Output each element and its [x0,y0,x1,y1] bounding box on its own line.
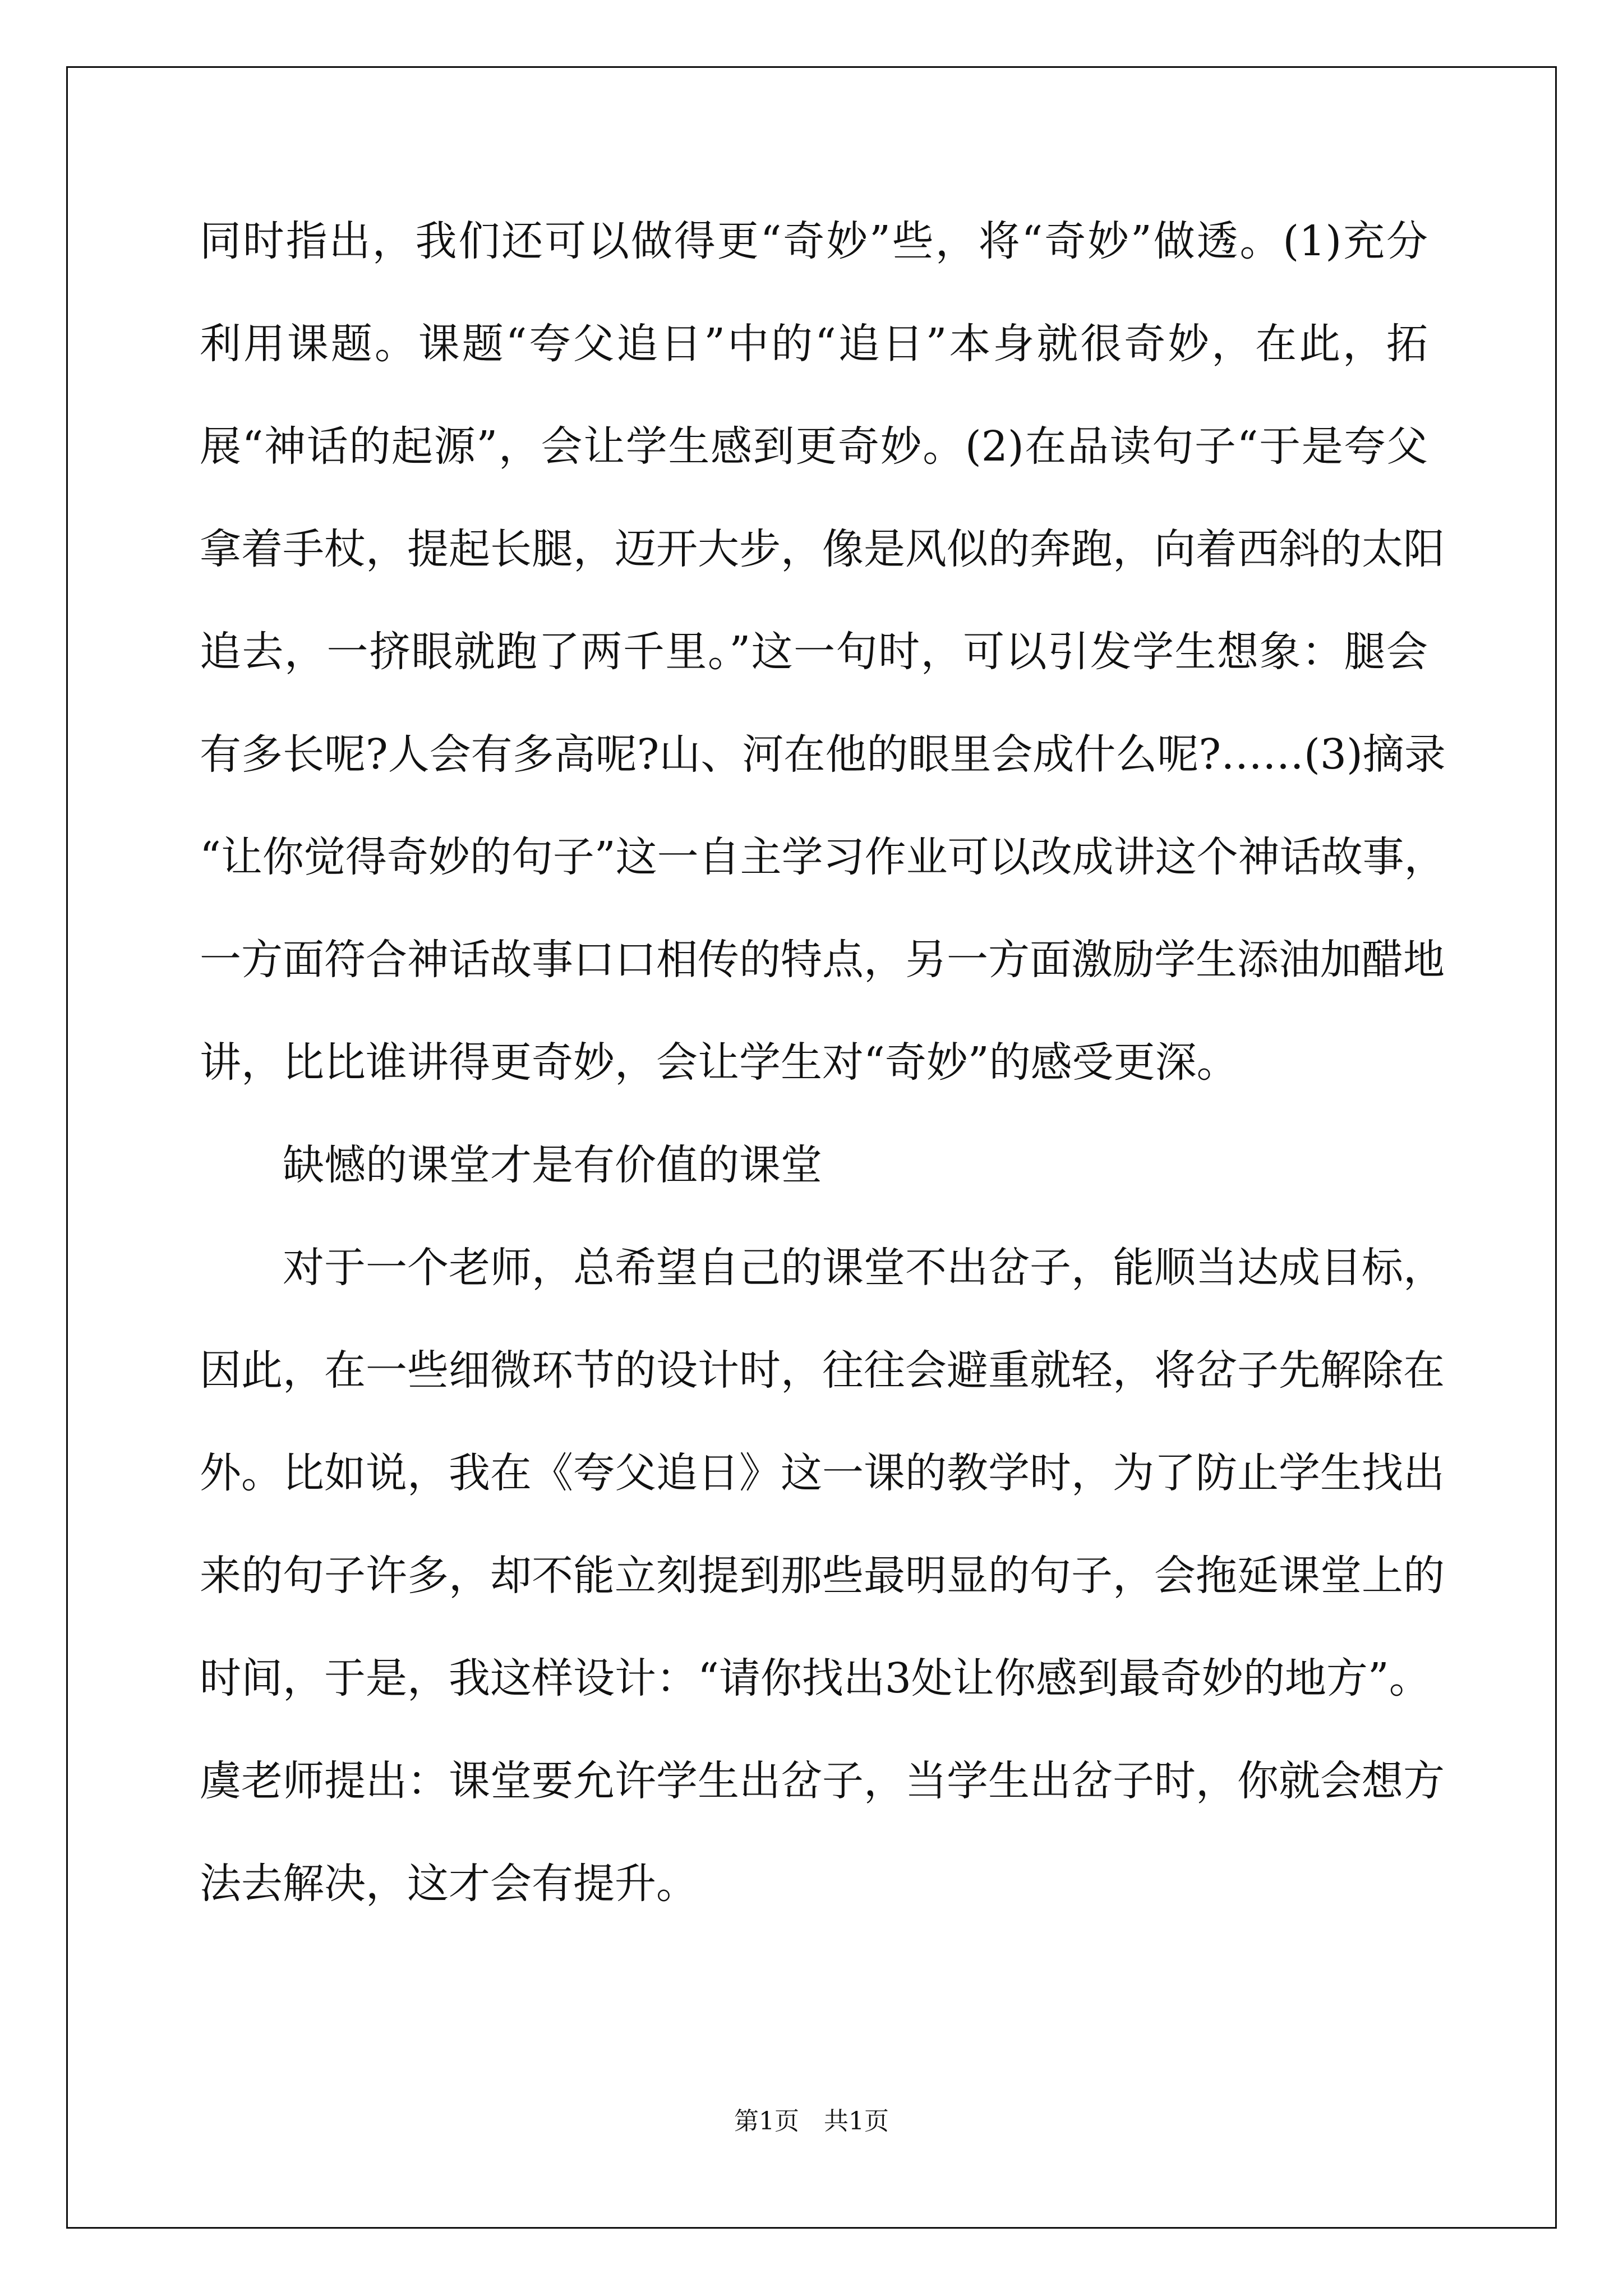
paragraph-line: 外。比如说，我在《夸父追日》这一课的教学时，为了防止学生找出 [200,1449,1445,1497]
section-heading: 缺憾的课堂才是有价值的课堂 [283,1141,822,1189]
page-footer: 第1页 共1页 [734,2107,889,2136]
paragraph-line: 有多长呢?人会有多高呢?山、河在他的眼里会成什么呢?……(3)摘录 [200,730,1446,779]
paragraph-line: 讲，比比谁讲得更奇妙，会让学生对“奇妙”的感受更深。 [200,1038,1238,1087]
paragraph-line: 同时指出，我们还可以做得更“奇妙”些，将“奇妙”做透。(1)充分 [200,217,1428,265]
paragraph-line: 法去解决，这才会有提升。 [200,1860,698,1908]
paragraph-line: “让你觉得奇妙的句子”这一自主学习作业可以改成讲这个神话故事， [200,833,1446,881]
paragraph-line: 因此，在一些细微环节的设计时，往往会避重就轻，将岔子先解除在 [200,1346,1445,1395]
paragraph-line: 来的句子许多，却不能立刻提到那些最明显的句子，会拖延课堂上的 [200,1552,1445,1600]
paragraph-2 [200,1237,1445,1955]
paragraph-line: 展“神话的起源”，会让学生感到更奇妙。(2)在品读句子“于是夸父 [200,422,1428,471]
paragraph-line: 追去，一挤眼就跑了两千里。”这一句时，可以引发学生想象：腿会 [200,628,1428,676]
paragraph-line: 时间，于是，我这样设计：“请你找出3处让你感到最奇妙的地方”。 [200,1654,1431,1703]
document-body [200,210,1446,1955]
paragraph-line: 对于一个老师，总希望自己的课堂不出岔子，能顺当达成目标， [283,1244,1445,1292]
paragraph-line: 利用课题。课题“夸父追日”中的“追日”本身就很奇妙，在此，拓 [200,320,1428,368]
paragraph-line: 虞老师提出：课堂要允许学生出岔子，当学生出岔子时，你就会想方 [200,1757,1445,1805]
paragraph-line: 一方面符合神话故事口口相传的特点，另一方面激励学生添油加醋地 [200,936,1445,984]
paragraph-1 [200,210,1446,1134]
paragraph-line: 拿着手杖，提起长腿，迈开大步，像是风似的奔跑，向着西斜的太阳 [200,525,1445,573]
